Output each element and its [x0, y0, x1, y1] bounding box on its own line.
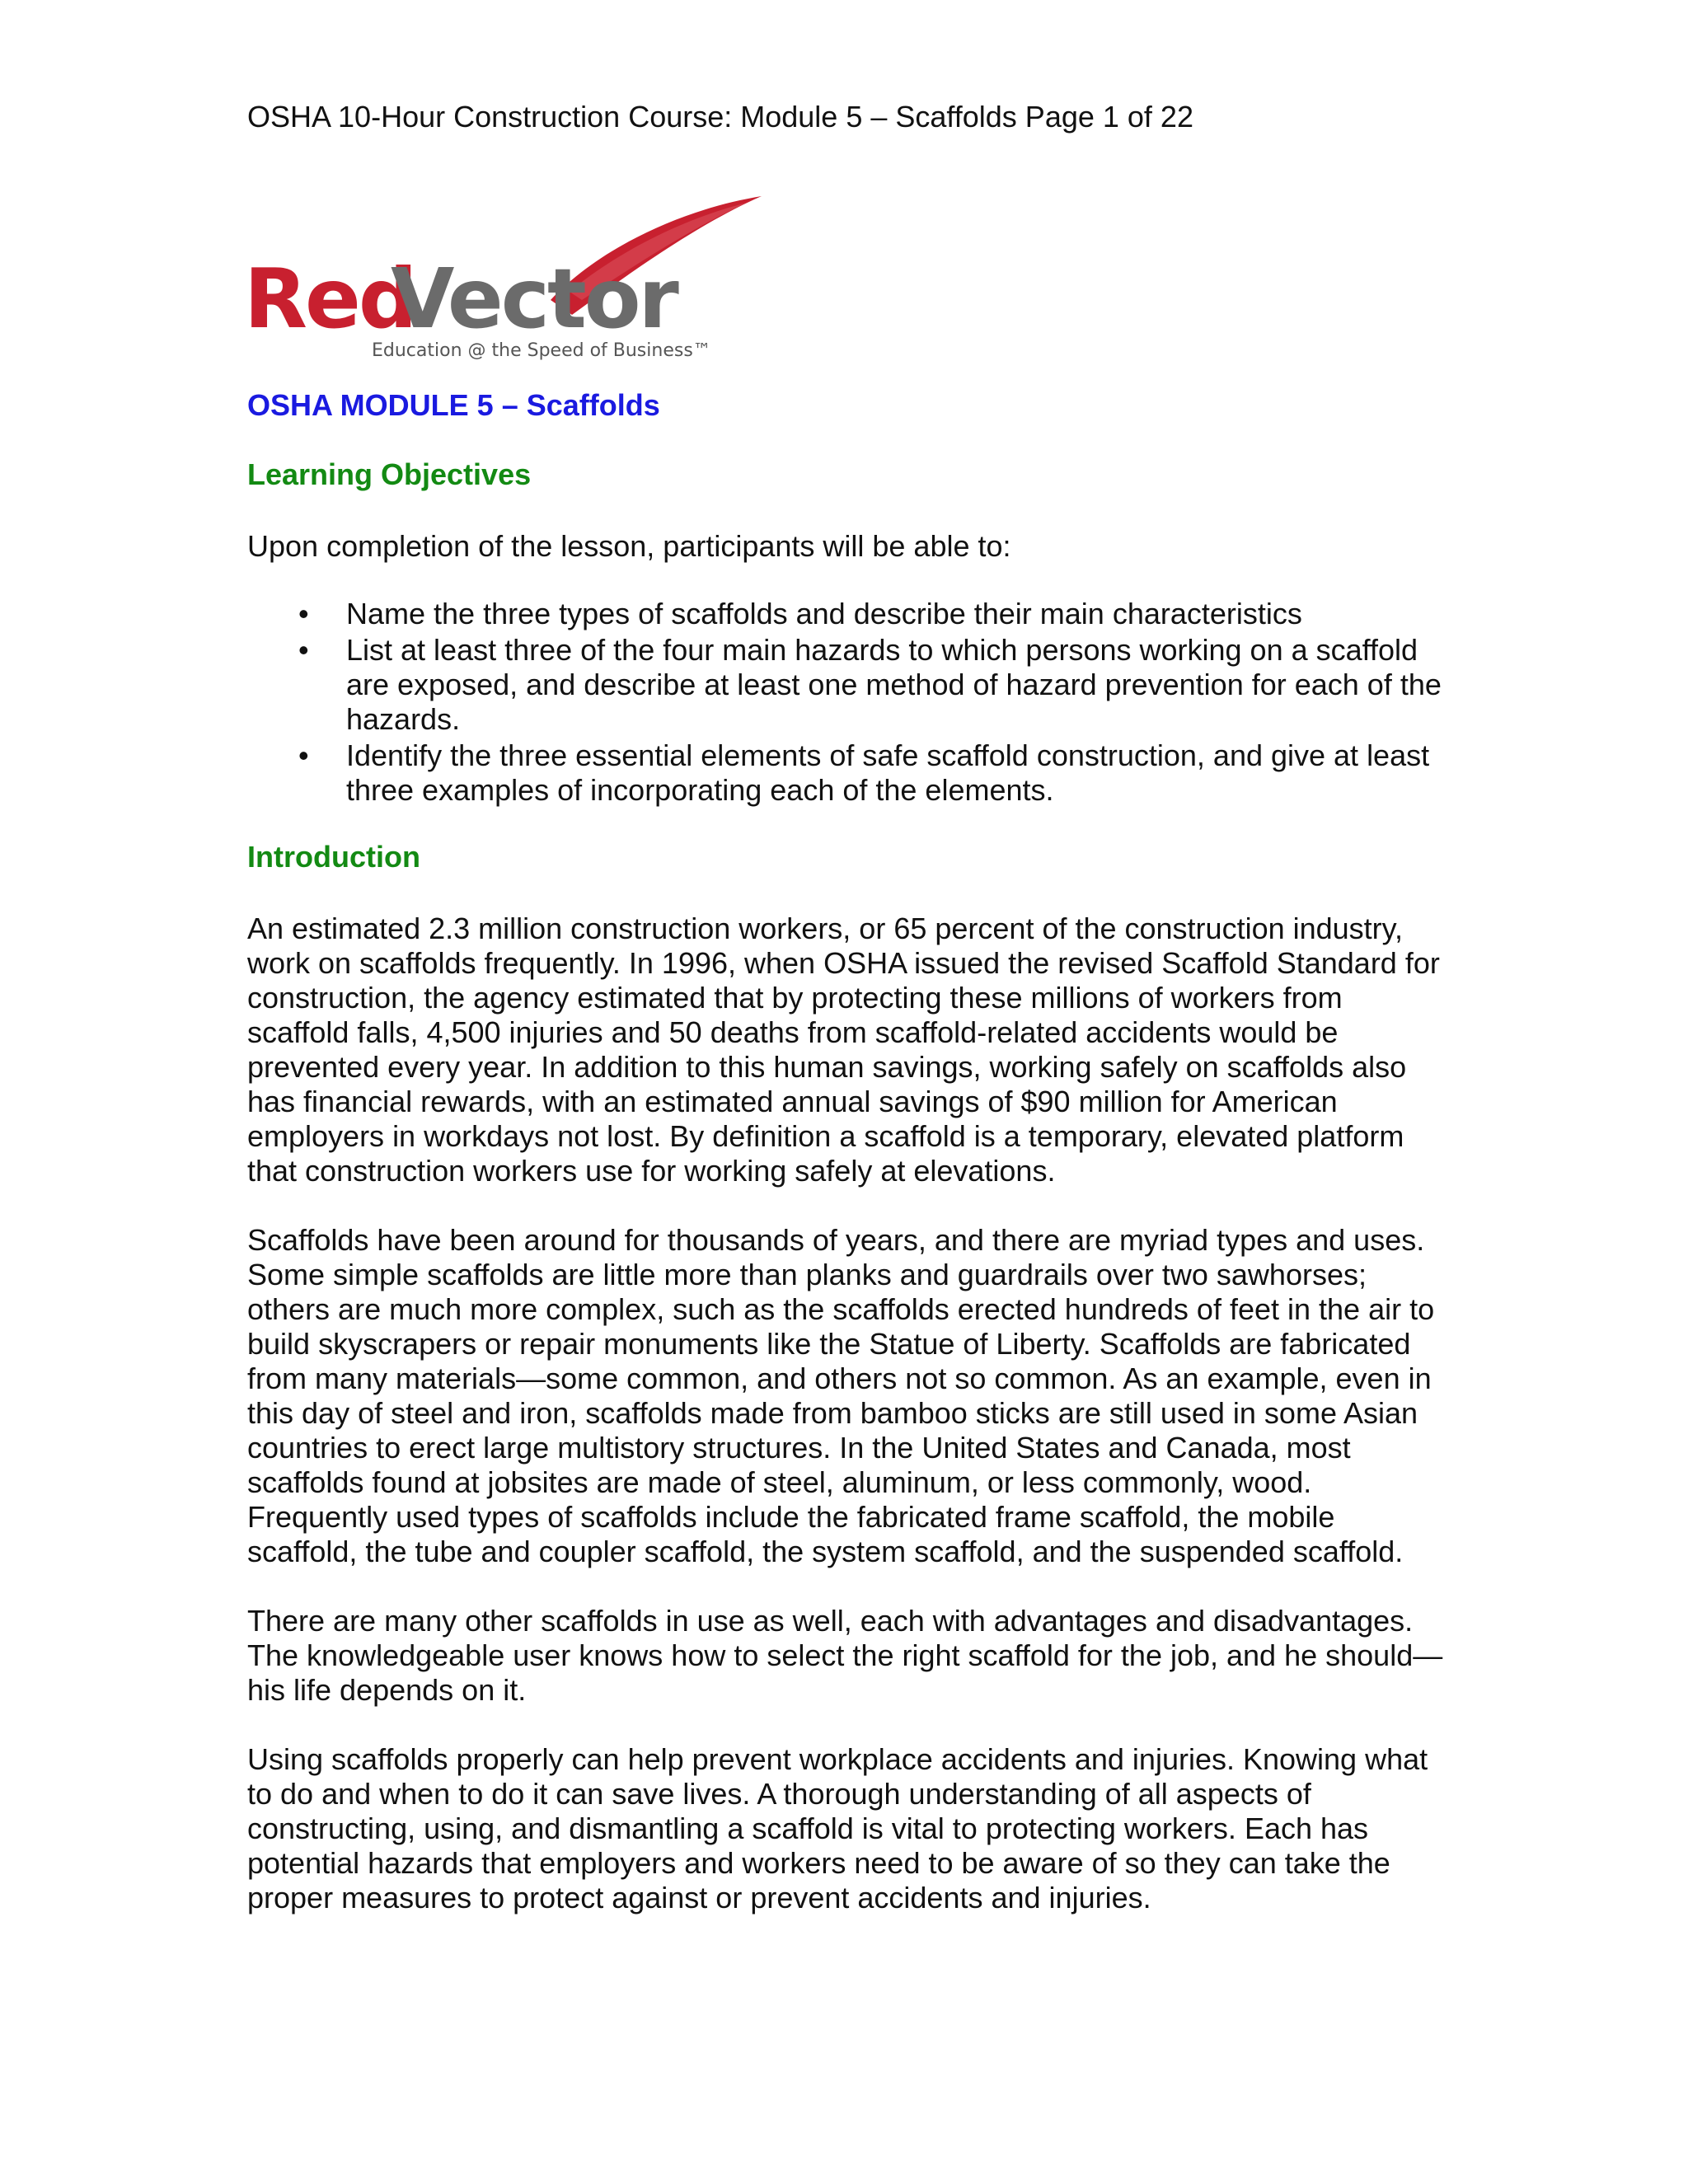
introduction-heading: Introduction: [247, 840, 420, 874]
module-title: OSHA MODULE 5 – Scaffolds: [247, 388, 660, 422]
list-item: [247, 738, 1451, 808]
logo-brand-red: Red: [244, 251, 415, 347]
bullet-icon: •: [298, 597, 309, 630]
intro-paragraph: Using scaffolds properly can help prevent workplace accidents and injuries. Knowing what to do and when to do it can save lives. A thorough understanding of all aspects of constructing, using, and dismantling a scaffold is vital to protecting workers. Each has potential hazards that employers and workers need to be aware of so they can take the proper measures to protect against or prevent accidents and injuries.: [247, 1742, 1428, 1915]
logo-tagline: Education @ the Speed of Business™: [372, 340, 711, 361]
bullet-icon: •: [298, 633, 309, 667]
list-item: [247, 597, 1451, 631]
objective-text: Name the three types of scaffolds and describe their main characteristics: [346, 597, 1302, 630]
intro-paragraph: Scaffolds have been around for thousands of years, and there are myriad types and uses. Some simple scaffolds are little more than planks and guardrails over two sawhorses; others are much more complex, such as the scaffolds erected hundreds of feet in the air to build skyscrapers or repair monuments like the Statue of Liberty. Scaffolds are fabricated from many materials—some common, and others not so common. As an example, even in this day of steel and iron, scaffolds made from bamboo sticks are still used in some Asian countries to erect large multistory structures. In the United States and Canada, most scaffolds found at jobsites are made of steel, aluminum, or less commonly, wood. Frequently used types of scaffolds include the fabricated frame scaffold, the mobile scaffold, the tube and coupler scaffold, the system scaffold, and the suspended scaffold.: [247, 1223, 1435, 1568]
objectives-intro: Upon completion of the lesson, participants will be able to:: [247, 529, 1011, 563]
objectives-list: [247, 597, 1451, 808]
redvector-logo: [244, 191, 771, 364]
objective-text: Identify the three essential elements of safe scaffold construction, and give at least three examples of incorporating each of the elements.: [346, 738, 1430, 807]
bullet-icon: •: [298, 738, 309, 772]
list-item: [247, 633, 1451, 737]
intro-paragraph: An estimated 2.3 million construction workers, or 65 percent of the construction industry, work on scaffolds frequently. In 1996, when OSHA issued the revised Scaffold Standard for construction, the agency estimated that by protecting these millions of workers from scaffold falls, 4,500 injuries and 50 deaths from scaffold-related accidents would be prevented every year. In addition to this human savings, working safely on scaffolds also has financial rewards, with an estimated annual savings of $90 million for American employers in workdays not lost. By definition a scaffold is a temporary, elevated platform that construction workers use for working safely at elevations.: [247, 912, 1440, 1188]
running-header: OSHA 10-Hour Construction Course: Module 5 – Scaffolds Page 1 of 22: [247, 100, 1193, 134]
logo-brand-vector: Vector: [391, 251, 677, 347]
document-body: [247, 386, 1451, 1915]
objective-text: List at least three of the four main hazards to which persons working on a scaffold are exposed, and describe at least one method of hazard prevention for each of the hazards.: [346, 633, 1442, 736]
intro-paragraph: There are many other scaffolds in use as well, each with advantages and disadvantages. The knowledgeable user knows how to select the right scaffold for the job, and he should—his life depends on it.: [247, 1604, 1443, 1707]
learning-objectives-heading: Learning Objectives: [247, 457, 532, 491]
